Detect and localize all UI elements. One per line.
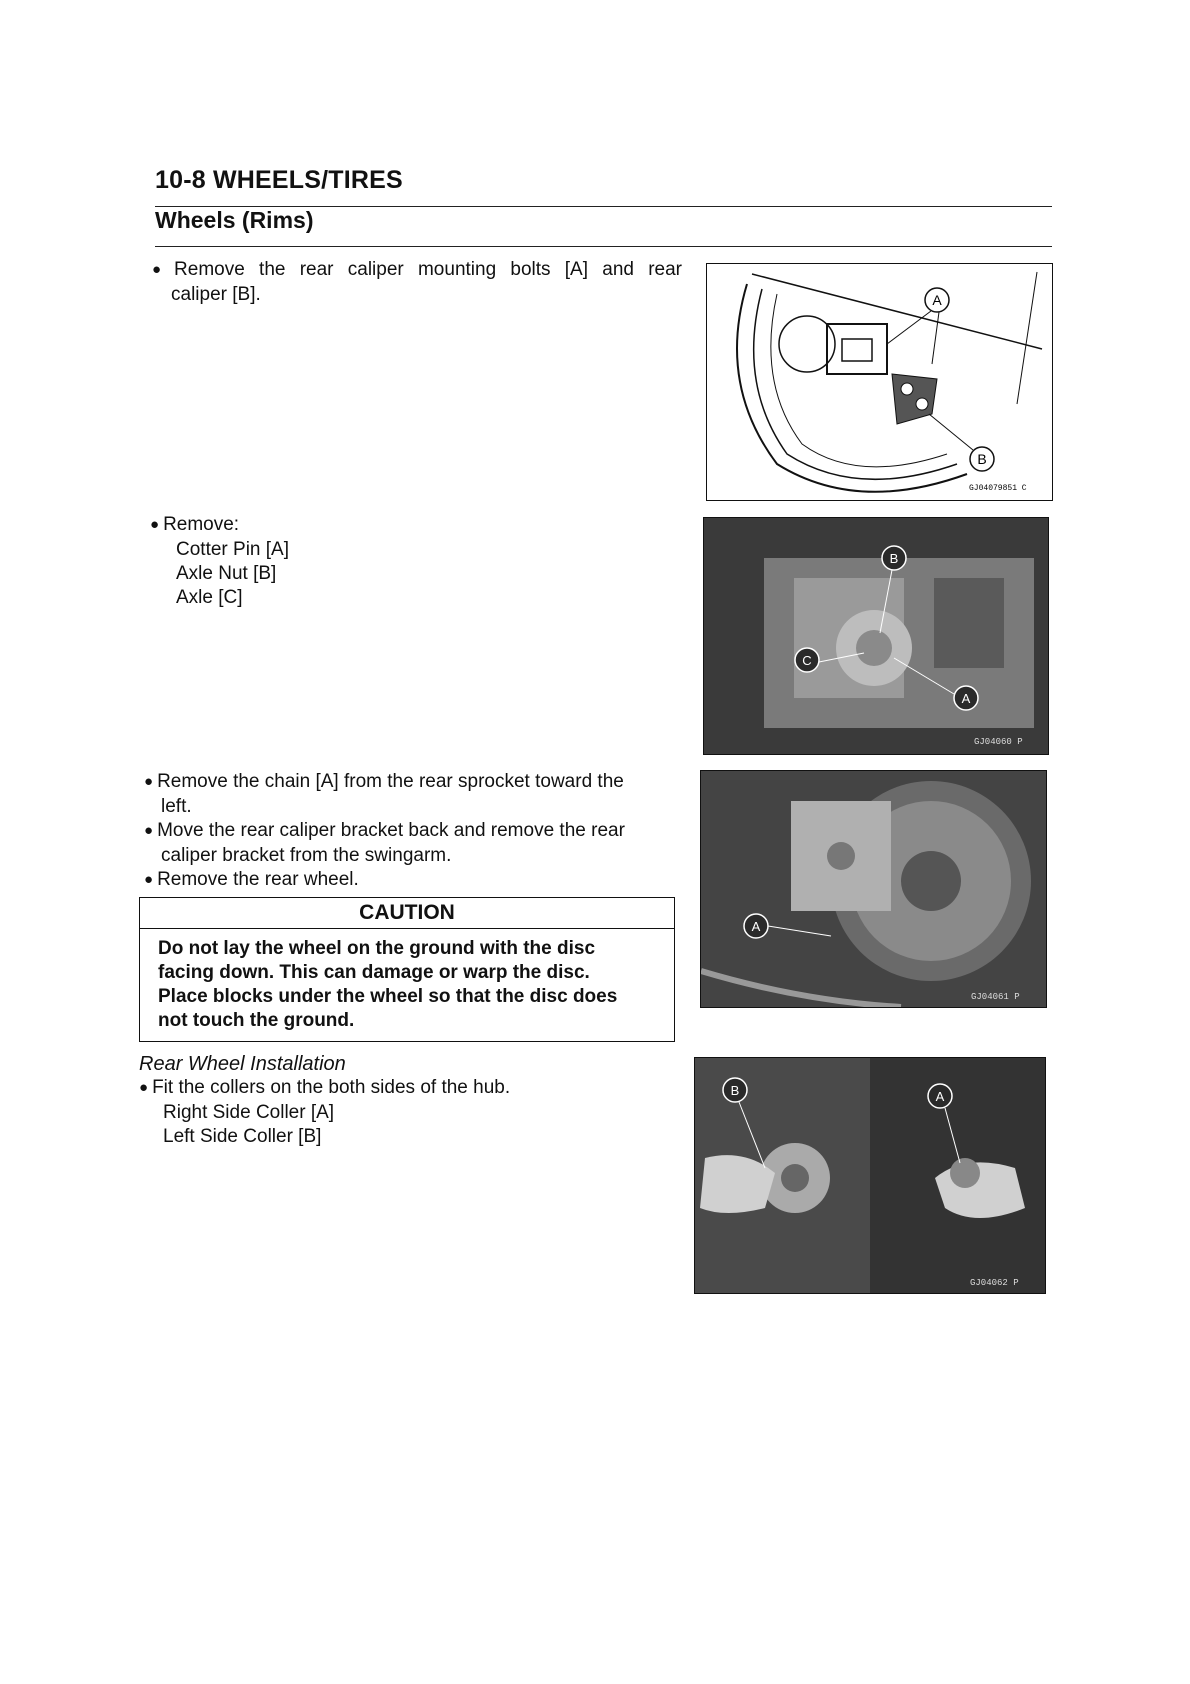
installation-step: ● Fit the collers on the both sides of the hub. (139, 1076, 679, 1101)
fig2-code: GJ04060 P (974, 737, 1023, 747)
step-move-bracket-line2: caliper bracket from the swingarm. (161, 845, 452, 866)
step-remove-caliper-line1: ● Remove the rear caliper mounting bolts [A] and rear (152, 258, 682, 283)
coller-photo-illustration (695, 1058, 1045, 1293)
step-move-bracket-line1: ● Move the rear caliper bracket back and remove the rear (144, 819, 679, 844)
step-remove-axle-lead: ● Remove: (150, 513, 510, 538)
caution-line: Do not lay the wheel on the ground with the disc (158, 938, 596, 959)
installation-heading: Rear Wheel Installation (139, 1053, 346, 1075)
caution-body (140, 929, 674, 1039)
fig4-callout-a: A (935, 1089, 945, 1104)
section-title: Wheels (Rims) (155, 207, 314, 233)
caution-box (139, 897, 675, 1042)
fig1-code: GJ04079851 C (969, 484, 1027, 493)
fig1-callout-b: B (977, 451, 987, 467)
step-remove-axle-item: Axle Nut [B] (176, 563, 277, 584)
figure-axle-photo (703, 517, 1049, 755)
page-title: 10-8 WHEELS/TIRES (155, 166, 403, 194)
fig3-callout-a: A (751, 919, 761, 934)
fig2-callout-a: A (961, 691, 971, 706)
figure-coller-photo (694, 1057, 1046, 1294)
figure-chain-photo (700, 770, 1047, 1008)
axle-photo-illustration (704, 518, 1048, 754)
installation-item: Right Side Coller [A] (163, 1102, 335, 1123)
step-remove-caliper (152, 258, 682, 307)
fig4-code: GJ04062 P (970, 1278, 1019, 1288)
section-rule (155, 246, 1052, 247)
step-remove-wheel: ● Remove the rear wheel. (144, 868, 679, 893)
figure-caliper-diagram (706, 263, 1053, 501)
fig2-callout-b: B (889, 551, 899, 566)
caliper-diagram-illustration (707, 264, 1052, 500)
step-remove-axle (150, 513, 510, 610)
caution-line: Place blocks under the wheel so that the disc does (158, 986, 618, 1007)
step-remove-chain-line2: left. (161, 796, 192, 817)
chain-photo-illustration (701, 771, 1046, 1007)
fig4-callout-b: B (730, 1083, 740, 1098)
step-remove-chain-line1: ● Remove the chain [A] from the rear sprocket toward the (144, 770, 679, 795)
step-remove-caliper-line2: caliper [B]. (171, 284, 261, 305)
caution-heading: CAUTION (140, 898, 674, 929)
fig1-callout-a: A (932, 292, 942, 308)
caution-line: not touch the ground. (158, 1010, 355, 1031)
fig2-callout-c: C (802, 653, 812, 668)
fig3-code: GJ04061 P (971, 992, 1020, 1002)
step-remove-axle-item: Cotter Pin [A] (176, 539, 289, 560)
caution-line: facing down. This can damage or warp the disc. (158, 962, 590, 983)
step-remove-chain (144, 770, 679, 893)
step-remove-axle-item: Axle [C] (176, 587, 243, 608)
installation-item: Left Side Coller [B] (163, 1126, 322, 1147)
installation-section (139, 1052, 679, 1149)
